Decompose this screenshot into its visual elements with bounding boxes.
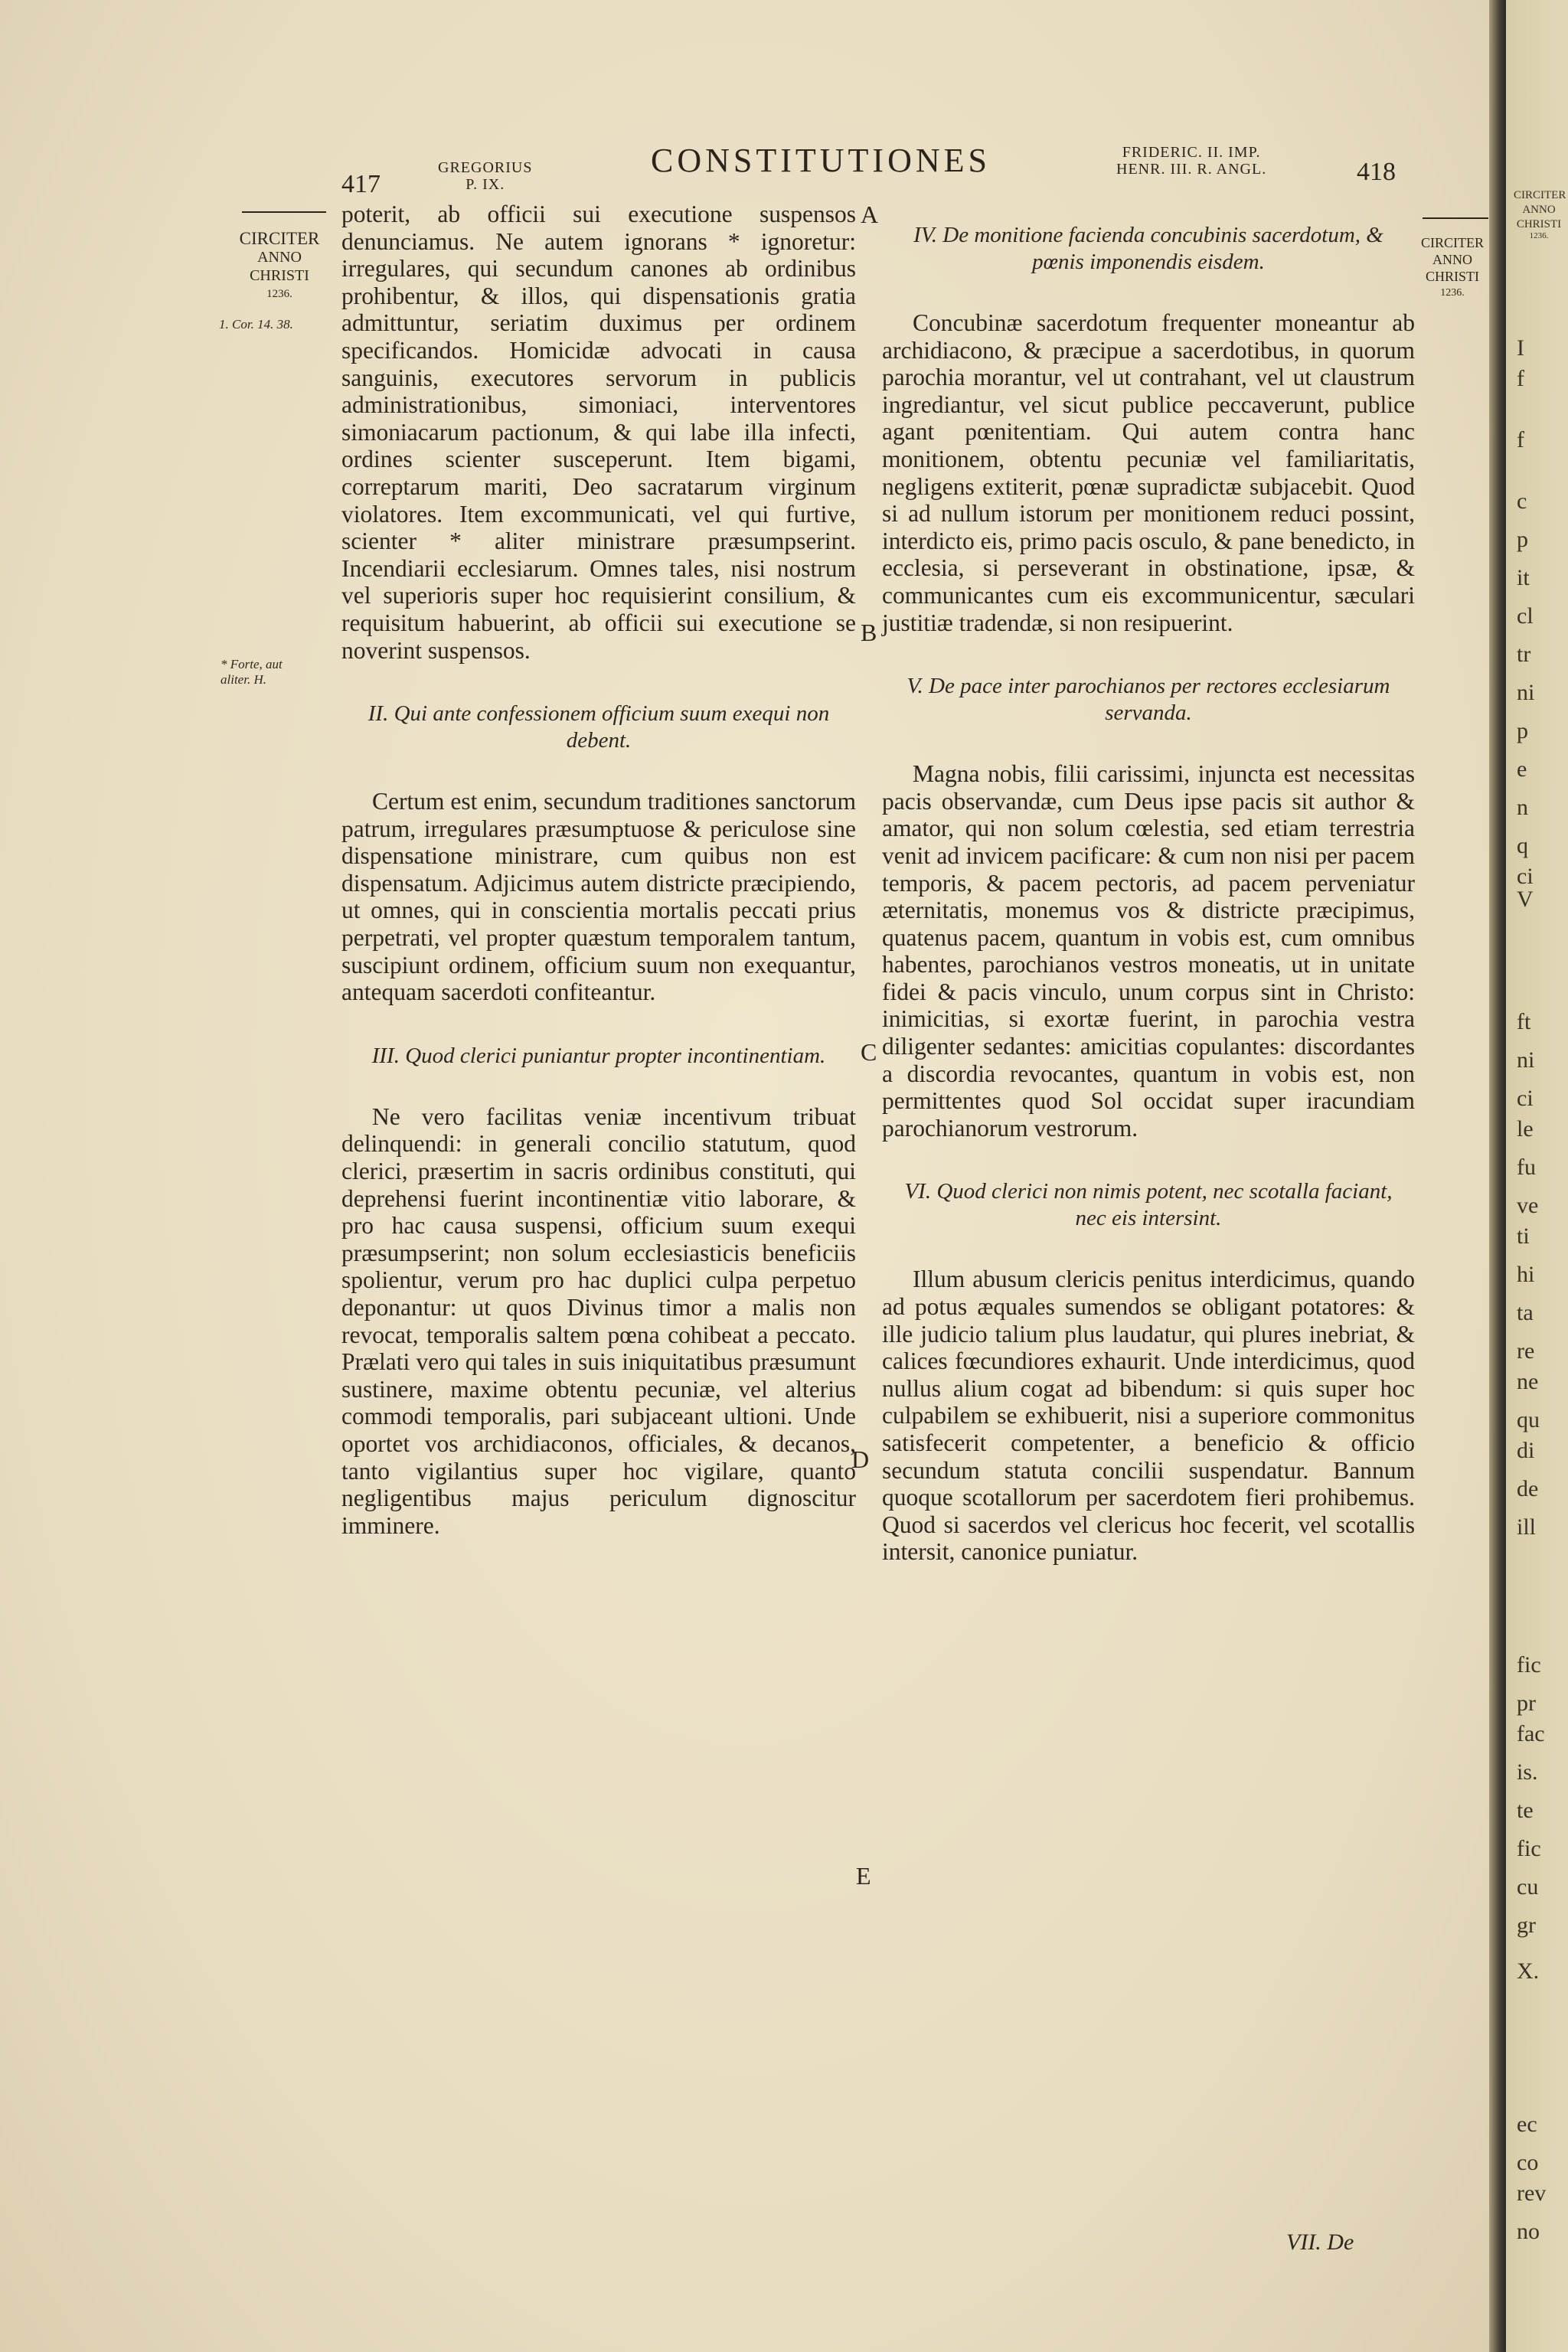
facing-page-fragment: p — [1517, 718, 1528, 743]
margin-date-left-3: CHRISTI — [250, 267, 309, 284]
facing-page-fragment: q — [1517, 833, 1528, 858]
facing-page-fragment: di — [1517, 1438, 1535, 1463]
section-heading-iii-text: Quod clerici puniantur propter incontinentiam. — [405, 1043, 826, 1068]
facing-page-fragment: re — [1517, 1338, 1535, 1364]
facing-page-fragment: ta — [1517, 1300, 1534, 1325]
facing-page-fragment: V — [1517, 887, 1534, 912]
running-head-left — [438, 159, 532, 193]
section-heading-v — [882, 673, 1415, 727]
section-number-v: V. — [906, 674, 923, 699]
facing-page-fragment: cl — [1517, 603, 1534, 629]
facing-page-fragment: fic — [1517, 1836, 1541, 1861]
section-heading-vi-text: Quod clerici non nimis potent, nec scotalla faciant, nec eis intersint. — [936, 1179, 1393, 1231]
facing-page-fragment: co — [1517, 2150, 1539, 2175]
section-letter-c: C — [861, 1038, 877, 1066]
section-heading-iii — [341, 1043, 856, 1070]
facing-page-fragment: fac — [1517, 1721, 1545, 1746]
section-heading-vi — [882, 1178, 1415, 1232]
margin-date-right — [1418, 234, 1487, 302]
section-number-iv: IV. — [913, 223, 938, 247]
margin-date-right-2: ANNO — [1432, 252, 1472, 267]
facing-page-fragment: ti — [1517, 1223, 1530, 1249]
facing-page-fragment: X. — [1517, 1958, 1540, 1984]
facing-page-fragment: ft — [1517, 1009, 1531, 1034]
margin-date-right-1: CIRCITER — [1420, 235, 1484, 250]
section-text-iii: Ne vero facilitas veniæ incentivum tribuat delinquendi: in generali concilio statutum, quod clerici, præsertim in sacris ordinibus constituti, qui deprehensi fuerint incontinentiæ vitio laborare, & pro hac causa suspensi, officium suum exequi præsumpserint; non solum ecclesiasticis beneficiis spolientur, verum pro hac duplici culpa perpetuo deponantur: ut quos Divinus timor a malis non revocat, temporalis saltem pœna cohibeat a peccato. Prælati vero qui tales in suis iniquitatibus præsumunt sustinere, maxime obtentu pecuniæ, vel alterius commodi temporalis, pari subjaceant ultioni. Unde oportet vos archidiaconos, officiales, & decanos, tanto vigilantius super hoc vigilare, quanto negligentibus majus periculum dignoscitur imminere. — [341, 1102, 856, 1539]
facing-page-fragment: gr — [1517, 1913, 1536, 1938]
section-number-vi: VI. — [904, 1179, 932, 1204]
facing-margin-date-2: ANNO — [1522, 203, 1556, 216]
facing-margin-date-3: CHRISTI — [1516, 217, 1562, 230]
facing-page-edge — [1506, 0, 1568, 2352]
facing-page-fragment: n — [1517, 795, 1528, 820]
section-heading-iv — [882, 222, 1415, 276]
section-heading-ii-text: Qui ante confessionem officium suum exequi non debent. — [394, 701, 830, 753]
facing-page-fragment: rev — [1517, 2180, 1547, 2206]
page-number-left: 417 — [341, 170, 381, 198]
facing-page-fragment: c — [1517, 488, 1527, 514]
section-number-ii: II. — [368, 701, 389, 727]
margin-note-forte — [220, 657, 283, 688]
facing-page-fragment: ne — [1517, 1369, 1539, 1394]
facing-margin-date-1: CIRCITER — [1514, 189, 1566, 201]
margin-note-forte-2: aliter. H. — [220, 672, 266, 687]
catchword: VII. De — [1286, 2230, 1354, 2255]
running-head-left-line1: GREGORIUS — [438, 159, 533, 176]
page-title: CONSTITUTIONES — [651, 142, 991, 179]
facing-page-fragment: f — [1517, 427, 1524, 452]
margin-date-left — [230, 230, 329, 303]
facing-page-fragment: ec — [1517, 2112, 1537, 2137]
facing-page-fragment: qu — [1517, 1407, 1540, 1432]
facing-page-fragment: hi — [1517, 1262, 1535, 1287]
facing-margin-date — [1514, 188, 1564, 242]
page-number-right: 418 — [1357, 158, 1396, 186]
facing-page-fragment: fic — [1517, 1652, 1541, 1677]
facing-page-fragment: fu — [1517, 1155, 1536, 1180]
section-letter-d: D — [851, 1446, 870, 1473]
facing-margin-date-4: 1236. — [1529, 231, 1549, 241]
facing-page-fragment: ni — [1517, 680, 1535, 705]
section-letter-b: B — [861, 619, 877, 646]
section-letter-a: A — [861, 201, 879, 228]
left-opening-text: poterit, ab officii sui executione suspensos denunciamus. Ne autem ignorans * ignoretur: irregulares, qui secundum canones ab ordinibus prohibentur, & illos, qui dispensationis gratia admittuntur, seriatim duximus per ordinem specificandos. Homicidæ advocati in causa sanguinis, executores servorum in publicis administrationibus, simoniaci, interventores simoniacarum pactionum, & qui labe illa infecti, ordines scienter susceperunt. Item bigami, correptarum mariti, Deo sacratarum virginum violatores. Item excommunicati, vel qui furtive, scienter * aliter ministrare præsumpserint. Incendiarii ecclesiarum. Omnes tales, nisi nostrum vel superioris super hoc requisierint consilium, & requisitum habuerint, ab officii sui executione se noverint suspensos. — [341, 201, 856, 664]
facing-page-fragment: is. — [1517, 1759, 1538, 1785]
running-head-right-line2: HENR. III. R. ANGL. — [1116, 161, 1267, 178]
section-heading-ii — [341, 701, 856, 754]
section-text-ii: Certum est enim, secundum traditiones sanctorum patrum, irregulares præsumptuose & periculose sine dispensatione ministrare, cum quibus non est dispensatum. Adjicimus autem districte præcipiendo, ut omnes, qui in conscientia mortalis peccati prius perpetrati, vel propter quæstum temporalem tantum, suscipiunt ordinem, officium suum non exequantur, antequam sacerdoti confiteantur. — [341, 788, 856, 1006]
facing-page-fragment: I — [1517, 335, 1524, 361]
facing-page-fragment: ci — [1517, 1086, 1534, 1111]
running-head-right — [1116, 144, 1266, 178]
facing-page-fragment: ill — [1517, 1514, 1537, 1540]
right-column — [882, 222, 1415, 1566]
section-text-vi: Illum abusum clericis penitus interdicimus, quando ad potus æquales sumendos se obligant potatores: & ille judicio talium plus laudatur, qui plures inebriat, & calices fœcundiores exhaurit. Unde interdicimus, quod nullus alium cogat ad bibendum: si quis super hoc culpabilem se exhibuerit, nisi a superiore commonitus satisfecerit competenter, a beneficio & officio secundum statuta concilii suspendatur. Bannum quoque scotallorum per sacerdotem fieri prohibemus. Quod si sacerdos vel clericus hoc fecerit, vel scotallis intersit, canonice puniatur. — [882, 1266, 1415, 1566]
margin-rule-right — [1423, 217, 1488, 219]
section-heading-v-text: De pace inter parochianos per rectores ecclesiarum servanda. — [929, 674, 1390, 726]
facing-page-fragment: ve — [1517, 1193, 1539, 1218]
running-head-left-line2: P. IX. — [466, 176, 505, 193]
facing-page-fragment: de — [1517, 1476, 1539, 1501]
facing-page-fragment: it — [1517, 565, 1530, 590]
facing-page-fragment: tr — [1517, 642, 1531, 667]
section-number-iii: III. — [371, 1043, 400, 1068]
section-text-v: Magna nobis, filii carissimi, injuncta est necessitas pacis observandæ, cum Deus ipse pacis sit author & amator, qui non solum cœlestia, sed etiam terrestria venit ad invicem pacificare: & cum non nisi per pacem temporis, & pacem pectoris, ad pacem perveniatur æternitatis, monemus vos & districte præcipimus, quatenus pacem, quantum in vobis est, cum omnibus habentes, parochianos vestros moneatis, ut in unitate fidei & pacis vinculo, unum corpus sint in Christo: inimicitias, si exortæ fuerint, in parochia vestra diligenter sedantes: amicitias copulantes: discordantes a discordia revocantes, quantum in vobis est, non permittentes quod Sol occidat super iracundiam parochianorum vestrorum. — [882, 760, 1415, 1142]
margin-date-left-4: 1236. — [266, 288, 292, 300]
facing-page-fragment: e — [1517, 756, 1527, 782]
facing-page-fragment: le — [1517, 1116, 1534, 1142]
facing-page-fragment: p — [1517, 527, 1528, 552]
facing-page-fragment: te — [1517, 1798, 1534, 1823]
facing-page-fragment: ci — [1517, 864, 1534, 889]
running-head-right-line1: FRIDERIC. II. IMP. — [1122, 144, 1261, 161]
facing-page-fragment: cu — [1517, 1874, 1539, 1900]
left-column — [341, 201, 856, 1539]
book-spine — [1489, 0, 1506, 2352]
margin-date-right-3: CHRISTI — [1425, 269, 1479, 284]
margin-scripture-ref: 1. Cor. 14. 38. — [219, 317, 293, 332]
margin-date-right-4: 1236. — [1440, 287, 1465, 299]
facing-page-fragment: f — [1517, 366, 1524, 391]
margin-date-left-2: ANNO — [257, 249, 302, 266]
margin-note-forte-1: * Forte, aut — [220, 657, 283, 671]
section-letter-e: E — [856, 1862, 871, 1890]
margin-date-left-1: CIRCITER — [239, 229, 320, 248]
facing-page-fragment: no — [1517, 2219, 1540, 2244]
margin-rule-left — [242, 211, 326, 213]
section-heading-iv-text: De monitione facienda concubinis sacerdotum, & pœnis imponendis eisdem. — [942, 223, 1383, 274]
facing-page-fragment: ni — [1517, 1047, 1535, 1073]
facing-page-fragment: pr — [1517, 1690, 1536, 1716]
section-text-iv: Concubinæ sacerdotum frequenter moneantur ab archidiacono, & præcipue a sacerdotibus, in quorum parochia morantur, vel ut contrahant, vel ut claustrum ingrediantur, vel sicut publice peccaverunt, publice agant pœnitentiam. Qui autem contra hanc monitionem, obtentu pecuniæ vel familiaritatis, negligens extiterit, pœnæ supradictæ subjacebit. Quod si ad nullum istorum per monitionem reduci possint, interdicto eis, primo pacis osculo, & pane benedicto, in ecclesia, si perseverant in obstinatione, ipsæ, & communicantes cum eis excommunicentur, sæculari justitiæ tradendæ, si non resipuerint. — [882, 309, 1415, 636]
